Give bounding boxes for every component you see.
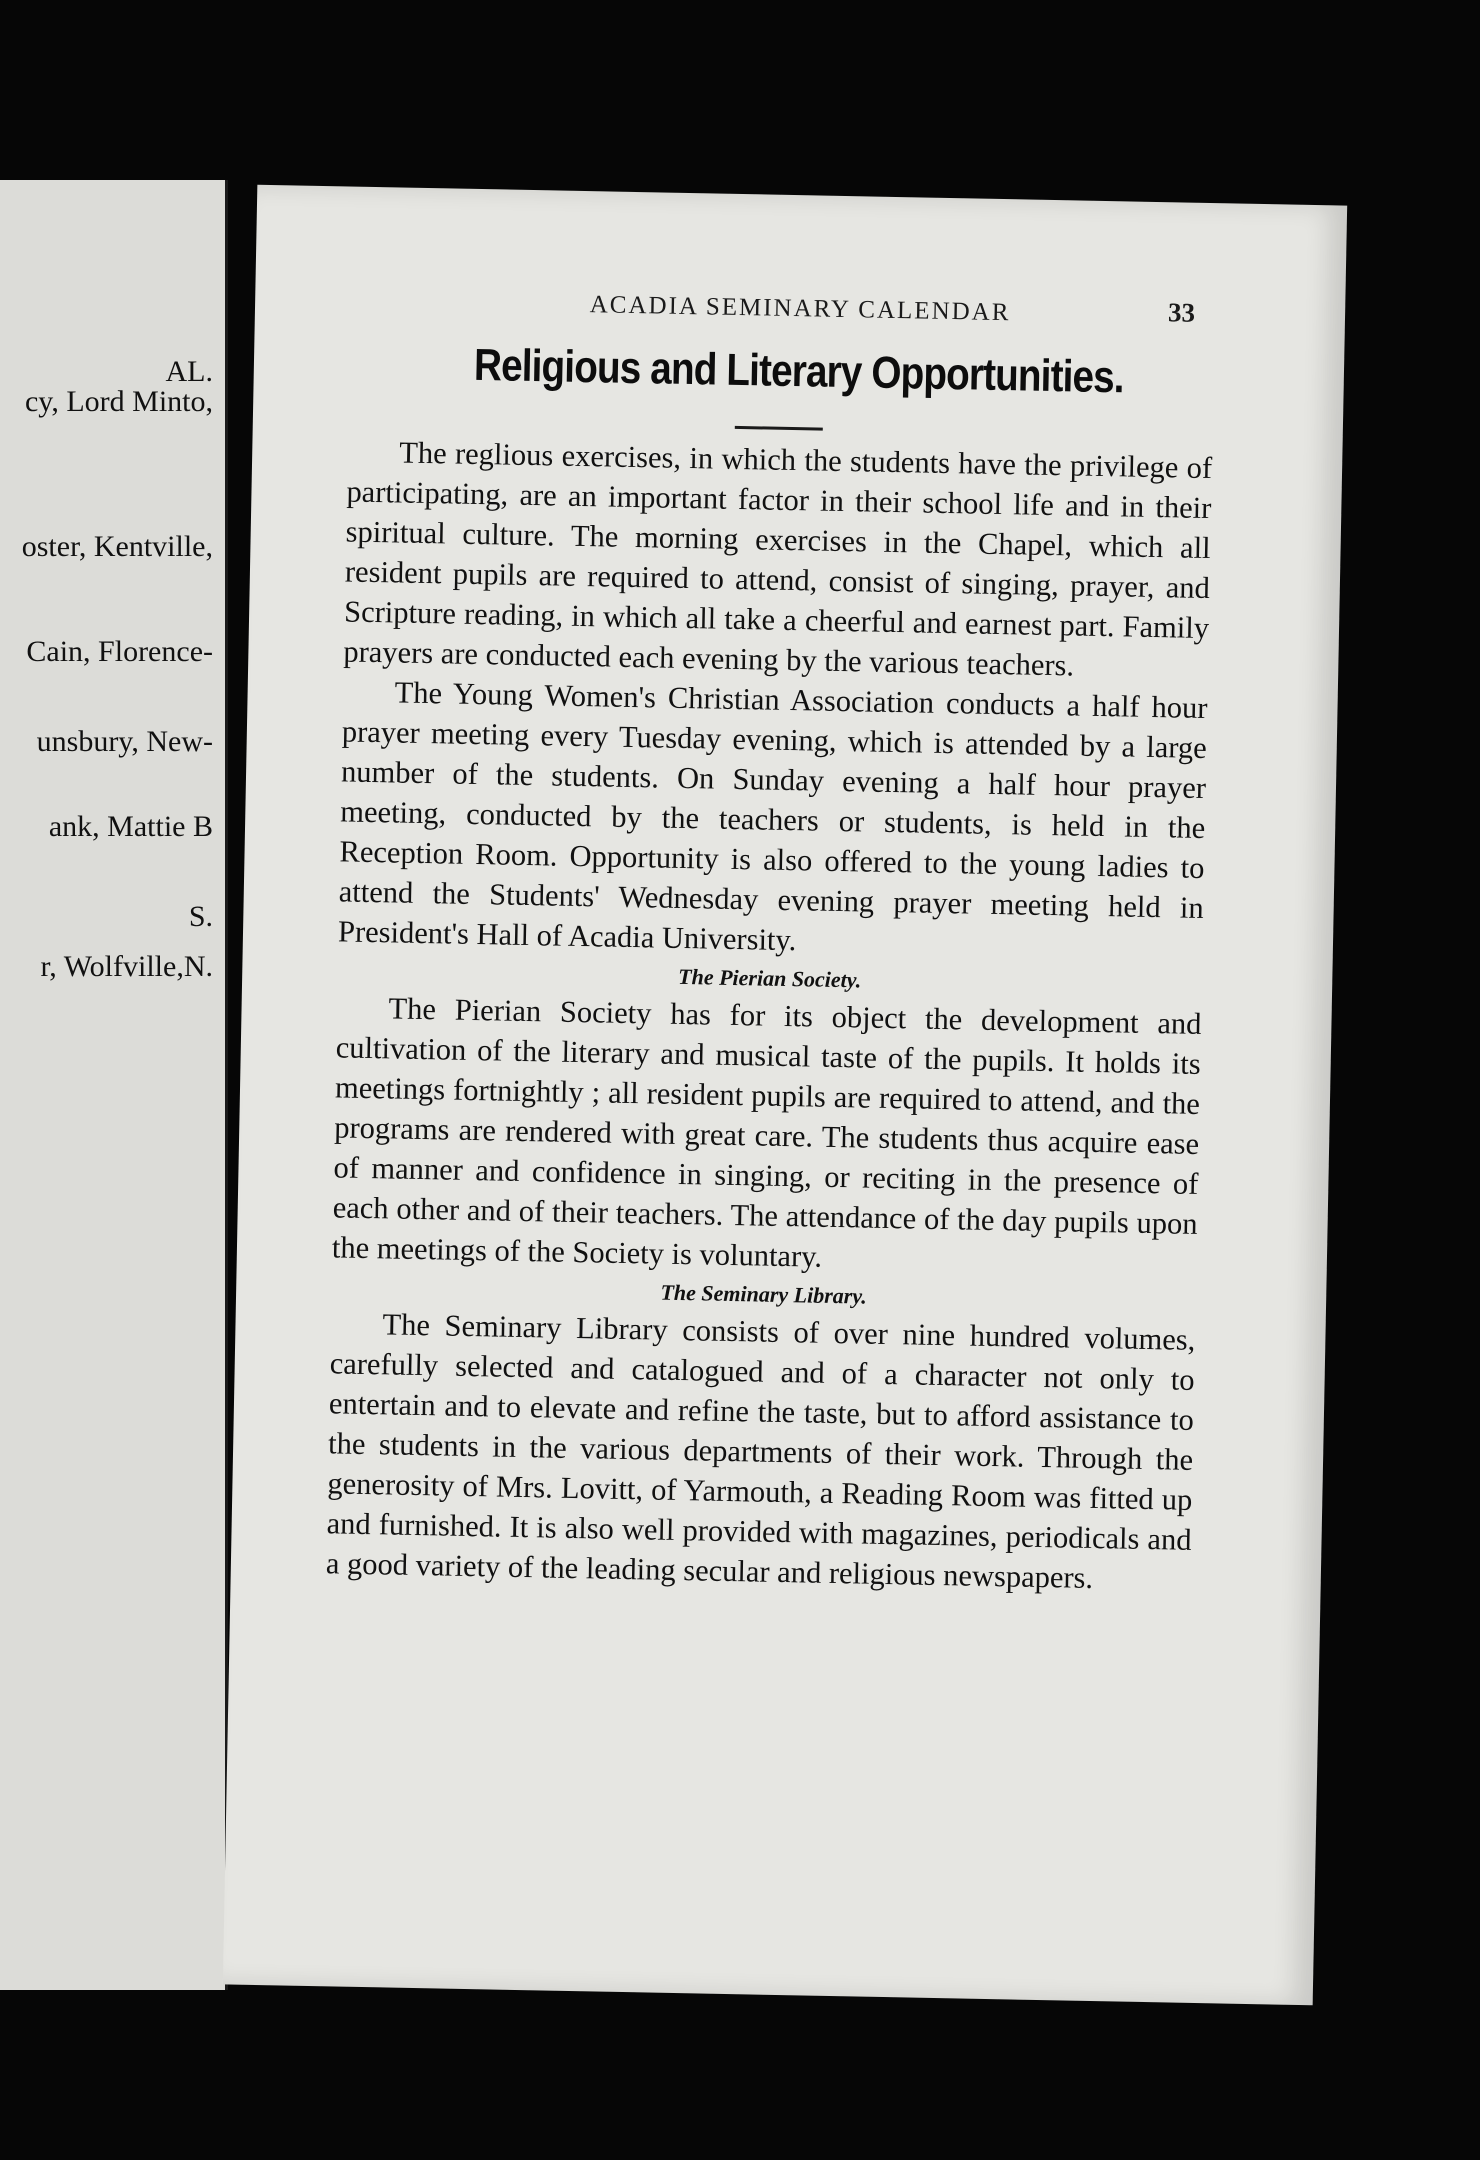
heading-seminary-library: The Seminary Library. — [660, 1279, 868, 1309]
left-page-line: Cain, Florence- — [26, 635, 213, 668]
left-page-line: r, Wolfville,N. — [40, 950, 213, 983]
left-page-line: AL. — [165, 355, 213, 388]
left-page-line: ank, Mattie B — [48, 810, 213, 843]
left-facing-page — [0, 180, 228, 1990]
main-page — [223, 185, 1347, 2006]
title-rule — [735, 426, 823, 431]
left-page-line: oster, Kentville, — [21, 530, 213, 563]
left-page-line: cy, Lord Minto, — [24, 385, 213, 418]
page-title: Religious and Literary Opportunities. — [473, 338, 1125, 403]
paragraph-religious-exercises: The reglious exercises, in which the students have the privilege of participating, are an important factor in their school life and in their spiritual culture. The morning exercises in the Chapel, which all resident pupils are required to attend, consist of singing, prayer, and Scripture reading, in which all take a cheerful and earnest part. Family prayers are conducted each evening by the various teachers. — [343, 435, 1213, 683]
paragraph-pierian-society: The Pierian Society has for its object the development and cultivation of the literary and musical taste of the pupils. It holds its meetings fortnightly ; all resident pupils are required to attend, and the programs are rendered with great care. The students thus acquire ease of manner and confidence in singing, or reciting in the presence of each other and of their teachers. The attendance of the day pupils upon the meetings of the Society is voluntary. — [331, 991, 1202, 1274]
page-body — [326, 431, 1213, 1599]
left-page-line: S. — [188, 900, 213, 933]
left-page-line: unsbury, New- — [36, 725, 213, 758]
page-number: 33 — [1167, 297, 1196, 328]
running-head: ACADIA SEMINARY CALENDAR — [589, 291, 1011, 327]
paragraph-seminary-library: The Seminary Library consists of over nine hundred volumes, carefully selected and catalogued and of a character not only to entertain and to elevate and refine the taste, but to afford assistance to the students in the various departments of their work. Through the generosity of Mrs. Lovitt, of Yarmouth, a Reading Room was fitted up and furnished. It is also well provided with magazines, periodicals and a good variety of the leading secular and religious newspapers. — [325, 1307, 1196, 1596]
heading-pierian-society: The Pierian Society. — [677, 963, 862, 993]
paragraph-ywca: The Young Women's Christian Association conducts a half hour prayer meeting every Tuesday evening, which is attended by a large number of the students. On Sunday evening a half hour prayer meeting, conducted by the teachers or students, is held in the Reception Room. Opportunity is also offered to the young ladies to attend the Students' Wednesday evening prayer meeting held in President's Hall of Acadia University. — [337, 675, 1208, 958]
